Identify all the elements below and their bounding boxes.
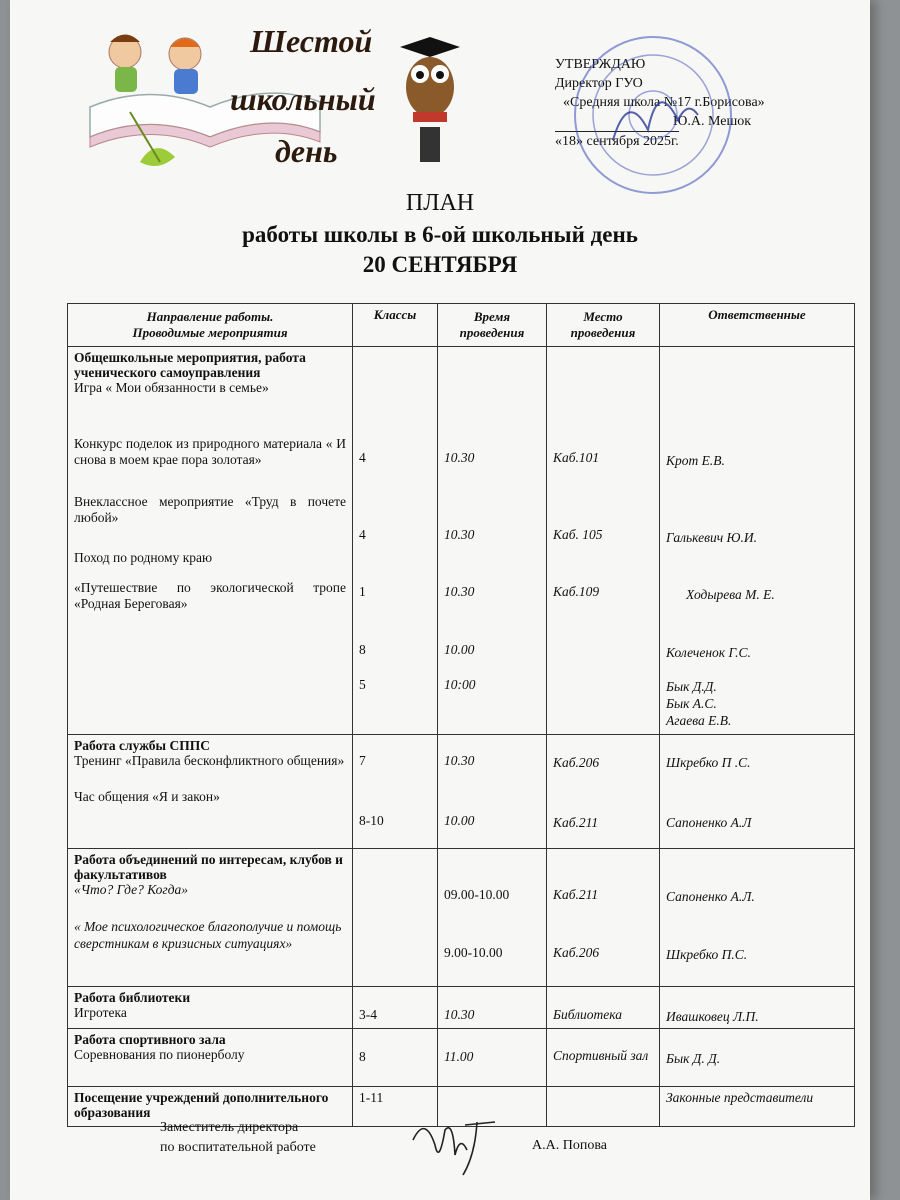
header-grades: Классы (353, 304, 438, 347)
header-time (438, 304, 547, 347)
header-time-line1: Время (473, 309, 511, 324)
logo-word-2: школьный (230, 81, 376, 117)
approval-school: «Средняя школа №17 г.Борисова» (563, 95, 765, 110)
approval-title: УТВЕРЖДАЮ (555, 57, 646, 72)
table-row (68, 1029, 855, 1087)
event-grade: 8-10 (359, 813, 384, 828)
section-title: Работа библиотеки (74, 990, 191, 1005)
deputy-signature (405, 1110, 505, 1180)
event-responsible: Колеченок Г.С. (666, 645, 751, 660)
section-title: Работа службы СППС (74, 738, 210, 753)
header-time-line2: проведения (459, 325, 525, 340)
event-name: «Что? Где? Когда» (74, 882, 189, 897)
plan-subtitle: работы школы в 6-ой школьный день (242, 222, 638, 247)
event-responsible: Бык Д. Д. (666, 1051, 721, 1066)
section-title: Работа спортивного зала (74, 1032, 226, 1047)
plan-table (67, 303, 855, 1127)
event-time: 10.00 (444, 642, 475, 657)
table-row (68, 849, 855, 987)
event-place: Каб.211 (553, 815, 599, 830)
approval-date: «18» сентября 2025г. (555, 131, 679, 151)
event-time: 10.30 (444, 753, 475, 768)
header-direction (68, 304, 353, 347)
event-name: Конкурс поделок из природного материала « И снова в моем крае пора золотая» (74, 436, 346, 467)
plan-title: ПЛАН (405, 190, 475, 216)
event-responsible: Ивашковец Л.П. (666, 1009, 759, 1024)
event-name: Игротека (74, 1005, 127, 1020)
event-responsible: Законные представители (660, 1087, 855, 1127)
event-responsible: Шкребко П.С. (666, 947, 748, 962)
event-time: 11.00 (444, 1049, 474, 1064)
event-name: Внеклассное мероприятие «Труд в почете любой» (74, 494, 346, 525)
event-place: Каб.211 (553, 887, 599, 902)
event-grade: 5 (359, 677, 366, 692)
event-name: Час общения «Я и закон» (74, 789, 220, 804)
footer-line1: Заместитель директора (160, 1120, 299, 1135)
event-name: Поход по родному краю (74, 550, 213, 565)
section-title: Работа объединений по интересам, клубов и факультативов (74, 852, 343, 882)
approval-position: Директор ГУО (555, 76, 643, 91)
header-direction-line2: Проводимые мероприятия (132, 325, 288, 340)
section-title: Посещение учреждений дополнительного образования (74, 1090, 329, 1120)
header-direction-line1: Направление работы. (146, 309, 274, 324)
header-place-line1: Место (583, 309, 623, 324)
table-row (68, 735, 855, 849)
event-name: Тренинг «Правила бесконфликтного общения» (74, 753, 345, 768)
event-responsible: Крот Е.В. (666, 453, 725, 468)
table-header-row (68, 304, 855, 347)
event-responsible: Бык А.С. (666, 696, 717, 711)
ink-bottle-icon (420, 127, 440, 162)
event-place: Спортивный зал (553, 1048, 649, 1063)
event-grade: 1-11 (353, 1087, 438, 1127)
approval-block (555, 55, 855, 151)
grad-cap-icon (400, 37, 460, 57)
event-responsible: Галькевич Ю.И. (666, 530, 757, 545)
event-place: Каб.206 (553, 945, 600, 960)
footer-line2: по воспитательной работе (160, 1140, 316, 1155)
event-grade: 1 (359, 584, 366, 599)
plan-date: 20 СЕНТЯБРЯ (362, 252, 518, 277)
owl-icon (406, 57, 454, 117)
event-grade: 3-4 (359, 1007, 377, 1022)
event-time: 09.00-10.00 (444, 887, 510, 902)
table-row (68, 987, 855, 1029)
event-place: Библиотека (553, 1007, 623, 1022)
event-responsible: Сапоненко А.Л (666, 815, 752, 830)
event-name: Соревнования по пионерболу (74, 1047, 245, 1062)
school-day-logo (70, 12, 490, 187)
header-responsible: Ответственные (660, 304, 855, 347)
event-responsible: Шкребко П .С. (666, 755, 751, 770)
event-grade: 8 (359, 642, 366, 657)
header-place (547, 304, 660, 347)
event-responsible: Бык Д.Д. (666, 679, 717, 694)
event-time: 10.30 (444, 584, 475, 599)
event-grade: 8 (359, 1049, 366, 1064)
event-time: 10:00 (444, 677, 476, 692)
event-time: 10.00 (444, 813, 475, 828)
event-grade: 4 (359, 450, 366, 465)
event-responsible: Ходырева М. Е. (686, 587, 775, 602)
event-place: Каб.206 (553, 755, 600, 770)
event-time: 10.30 (444, 1007, 475, 1022)
event-time: 9.00-10.00 (444, 945, 503, 960)
logo-word-3: день (275, 133, 338, 169)
event-grade: 7 (359, 753, 366, 768)
event-name: «Путешествие по экологической тропе «Родная Береговая» (74, 580, 346, 611)
event-name: Игра « Мои обязанности в семье» (74, 380, 269, 395)
event-responsible: Агаева Е.В. (666, 713, 732, 728)
section-title: Общешкольные мероприятия, работа ученического самоуправления (74, 350, 306, 380)
event-responsible: Сапоненко А.Л. (666, 889, 755, 904)
approval-signer: Ю.А. Мешок (673, 114, 752, 129)
event-time: 10.30 (444, 450, 475, 465)
header-place-line2: проведения (570, 325, 636, 340)
event-place: Каб.101 (553, 450, 600, 465)
event-grade: 4 (359, 527, 366, 542)
footer-name: А.А. Попова (532, 1138, 607, 1153)
event-name: « Мое психологическое благополучие и помощь сверстникам в кризисных ситуациях» (74, 919, 342, 951)
event-time: 10.30 (444, 527, 475, 542)
event-place: Каб.109 (553, 584, 600, 599)
event-place: Каб. 105 (553, 527, 603, 542)
logo-word-1: Шестой (250, 23, 373, 59)
table-row (68, 347, 855, 735)
document-sheet (10, 0, 870, 1200)
footer-position (160, 1118, 316, 1158)
